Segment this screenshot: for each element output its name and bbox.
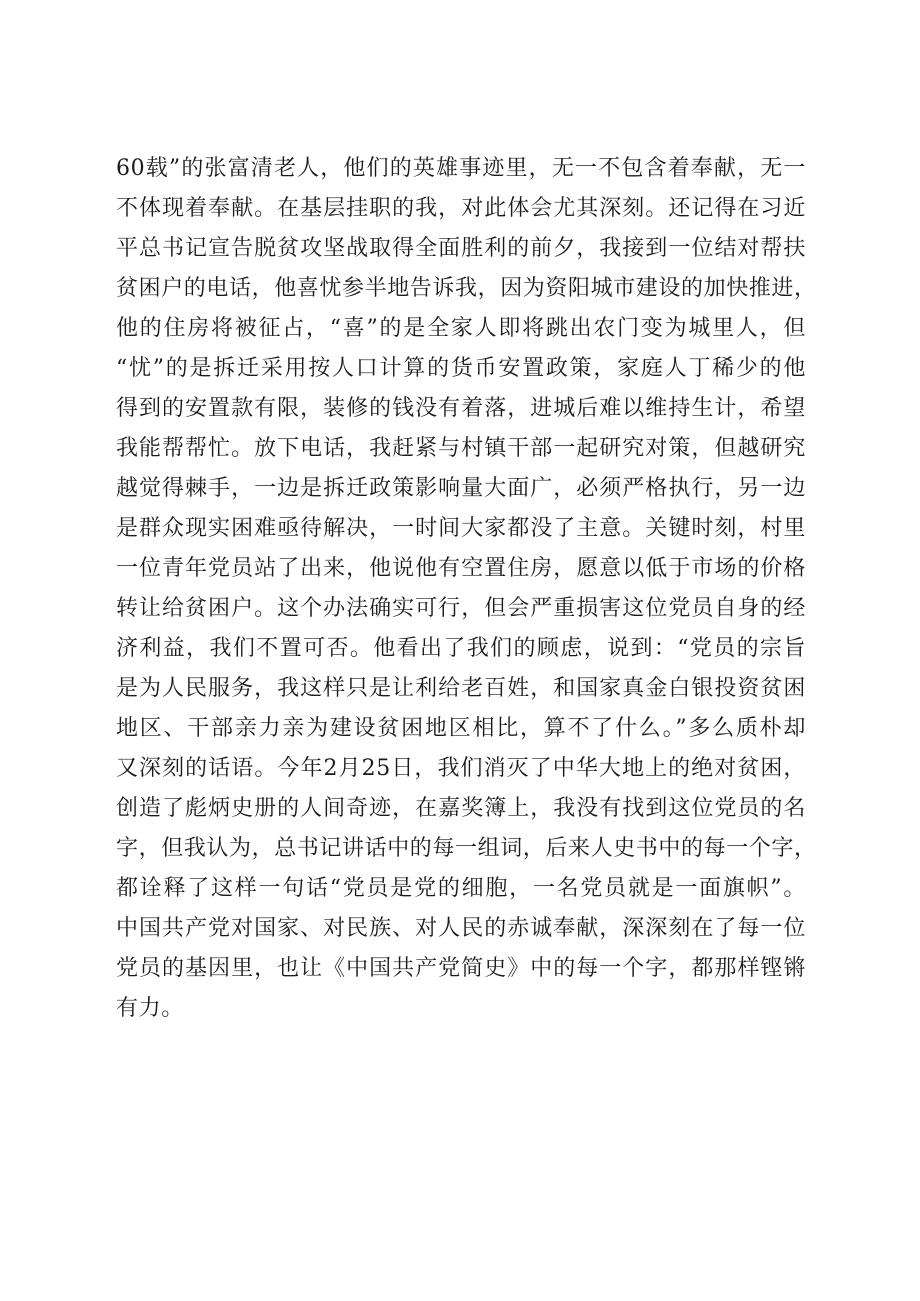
text-line: 他的住房将被征占，“喜”的是全家人即将跳出农门变为城里人，但 bbox=[116, 316, 806, 341]
text-line: 字，但我认为，总书记讲话中的每一组词，后来人史书中的每一个字， bbox=[116, 836, 817, 861]
text-line: 60载”的张富清老人，他们的英雄事迹里，无一不包含着奉献，无一 bbox=[116, 156, 806, 181]
text-line: 地区、干部亲力亲为建设贫困地区相比，算不了什么。”多么质朴却 bbox=[116, 716, 806, 741]
text-line: 平总书记宣告脱贫攻坚战取得全面胜利的前夕，我接到一位结对帮扶 bbox=[116, 236, 806, 261]
text-line: “忧”的是拆迁采用按人口计算的货币安置政策，家庭人丁稀少的他 bbox=[116, 356, 806, 381]
body-paragraph bbox=[116, 149, 817, 1029]
text-line: 一位青年党员站了出来，他说他有空置住房，愿意以低于市场的价格 bbox=[116, 556, 806, 581]
text-line: 都诠释了这样一句话“党员是党的细胞，一名党员就是一面旗帜”。 bbox=[116, 876, 806, 901]
text-line: 我能帮帮忙。放下电话，我赶紧与村镇干部一起研究对策，但越研究 bbox=[116, 436, 806, 461]
text-line: 济利益，我们不置可否。他看出了我们的顾虑，说到：“党员的宗旨 bbox=[116, 636, 806, 661]
text-line-last: 有力。 bbox=[116, 996, 184, 1021]
text-line: 贫困户的电话，他喜忧参半地告诉我，因为资阳城市建设的加快推进， bbox=[116, 276, 817, 301]
text-line: 不体现着奉献。在基层挂职的我，对此体会尤其深刻。还记得在习近 bbox=[116, 196, 806, 221]
text-line: 得到的安置款有限，装修的钱没有着落，进城后难以维持生计，希望 bbox=[116, 396, 806, 421]
text-line: 党员的基因里，也让《中国共产党简史》中的每一个字，都那样铿锵 bbox=[116, 956, 806, 981]
text-line: 越觉得棘手，一边是拆迁政策影响量大面广，必须严格执行，另一边 bbox=[116, 476, 806, 501]
text-line: 中国共产党对国家、对民族、对人民的赤诚奉献，深深刻在了每一位 bbox=[116, 916, 806, 941]
text-line: 又深刻的话语。今年2月25日，我们消灭了中华大地上的绝对贫困， bbox=[116, 756, 806, 781]
text-line: 是群众现实困难亟待解决，一时间大家都没了主意。关键时刻，村里 bbox=[116, 516, 806, 541]
text-line: 是为人民服务，我这样只是让利给老百姓，和国家真金白银投资贫困 bbox=[116, 676, 806, 701]
text-line: 创造了彪炳史册的人间奇迹，在嘉奖簿上，我没有找到这位党员的名 bbox=[116, 796, 806, 821]
text-line: 转让给贫困户。这个办法确实可行，但会严重损害这位党员自身的经 bbox=[116, 596, 806, 621]
